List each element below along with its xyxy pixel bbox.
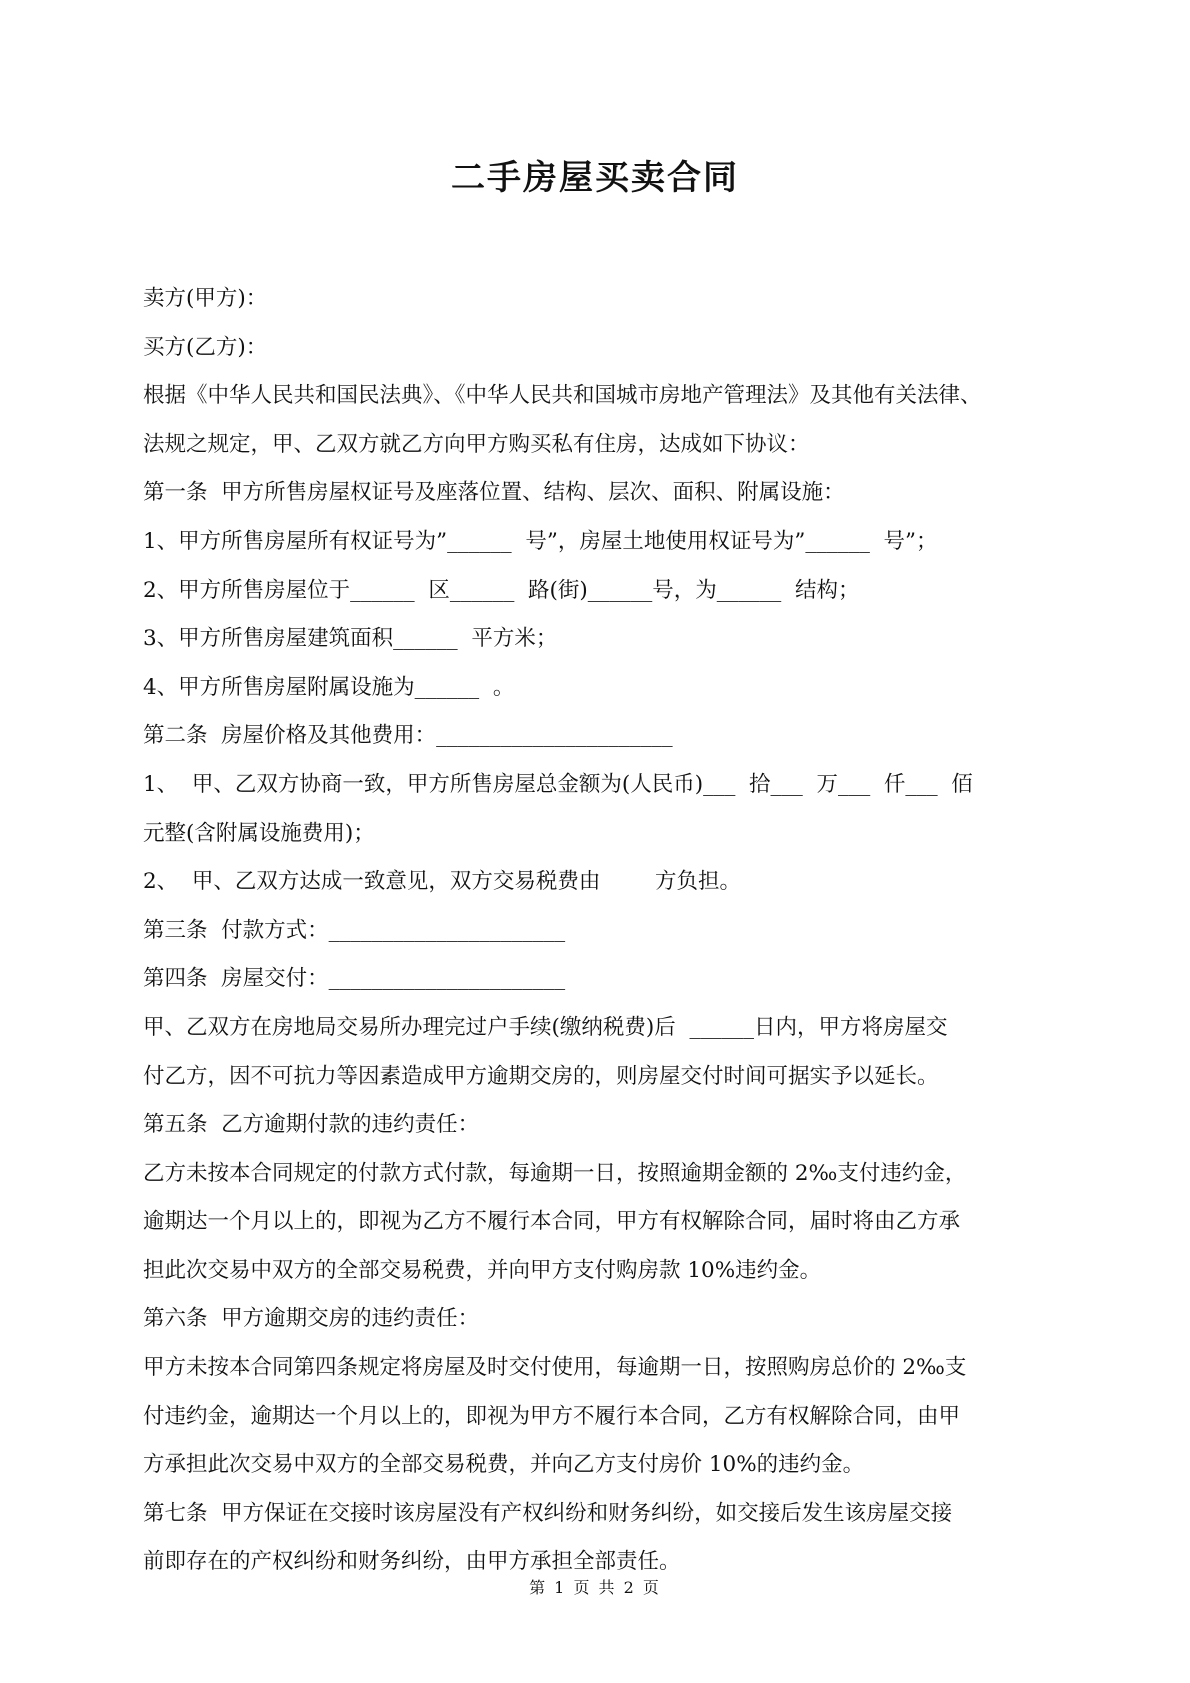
document-line: 第一条 甲方所售房屋权证号及座落位置、结构、层次、面积、附属设施： <box>143 480 845 506</box>
document-line: 第二条 房屋价格及其他费用：______________________ <box>143 723 673 749</box>
document-line: 第四条 房屋交付：______________________ <box>143 966 566 992</box>
document-line: 元整(含附属设施费用)； <box>143 820 375 846</box>
document-line: 担此次交易中双方的全部交易税费，并向甲方支付购房款 10%违约金。 <box>143 1257 822 1283</box>
document-line: 2、 甲、乙双方达成一致意见，双方交易税费由 方负担。 <box>143 869 742 895</box>
document-line: 法规之规定，甲、乙双方就乙方向甲方购买私有住房，达成如下协议： <box>143 431 810 457</box>
document-line: 1、甲方所售房屋所有权证号为”______ 号”，房屋土地使用权证号为”______ 号”； <box>143 528 938 554</box>
document-title: 二手房屋买卖合同 <box>451 158 739 198</box>
document-line: 3、甲方所售房屋建筑面积______ 平方米； <box>143 626 558 652</box>
document-line: 乙方未按本合同规定的付款方式付款，每逾期一日，按照逾期金额的 2‰支付违约金， <box>143 1160 967 1186</box>
document-line: 前即存在的产权纠纷和财务纠纷，由甲方承担全部责任。 <box>143 1549 681 1575</box>
document-line: 2、甲方所售房屋位于______ 区______ 路(街)______号，为______ 结构； <box>143 577 860 603</box>
document-line: 1、 甲、乙双方协商一致，甲方所售房屋总金额为(人民币)___ 拾___ 万___ 仟___ 佰 <box>143 771 973 797</box>
document-line: 逾期达一个月以上的，即视为乙方不履行本合同，甲方有权解除合同，届时将由乙方承 <box>143 1209 961 1235</box>
document-line: 付违约金，逾期达一个月以上的，即视为甲方不履行本合同，乙方有权解除合同，由甲 <box>143 1403 961 1429</box>
document-body <box>143 275 1053 1587</box>
document-line: 买方(乙方)： <box>143 334 268 360</box>
document-line: 第七条 甲方保证在交接时该房屋没有产权纠纷和财务纠纷，如交接后发生该房屋交接 <box>143 1500 953 1526</box>
document-line: 卖方(甲方)： <box>143 286 268 311</box>
document-line: 根据《中华人民共和国民法典》、《中华人民共和国城市房地产管理法》及其他有关法律、 <box>143 383 982 409</box>
document-line: 甲方未按本合同第四条规定将房屋及时交付使用，每逾期一日，按照购房总价的 2‰支 <box>143 1355 967 1381</box>
page-footer: 第 1 页 共 2 页 <box>529 1578 661 1597</box>
document-line: 4、甲方所售房屋附属设施为______ 。 <box>143 674 515 700</box>
document-line: 第五条 乙方逾期付款的违约责任： <box>143 1112 480 1138</box>
document-line: 甲、乙双方在房地局交易所办理完过户手续(缴纳税费)后 ______日内，甲方将房屋交 <box>143 1014 948 1040</box>
document-line: 第三条 付款方式：______________________ <box>143 917 566 943</box>
document-line: 付乙方，因不可抗力等因素造成甲方逾期交房的，则房屋交付时间可据实予以延长。 <box>143 1063 939 1089</box>
document-line: 方承担此次交易中双方的全部交易税费，并向乙方支付房价 10%的违约金。 <box>143 1452 865 1478</box>
document-line: 第六条 甲方逾期交房的违约责任： <box>143 1306 480 1332</box>
